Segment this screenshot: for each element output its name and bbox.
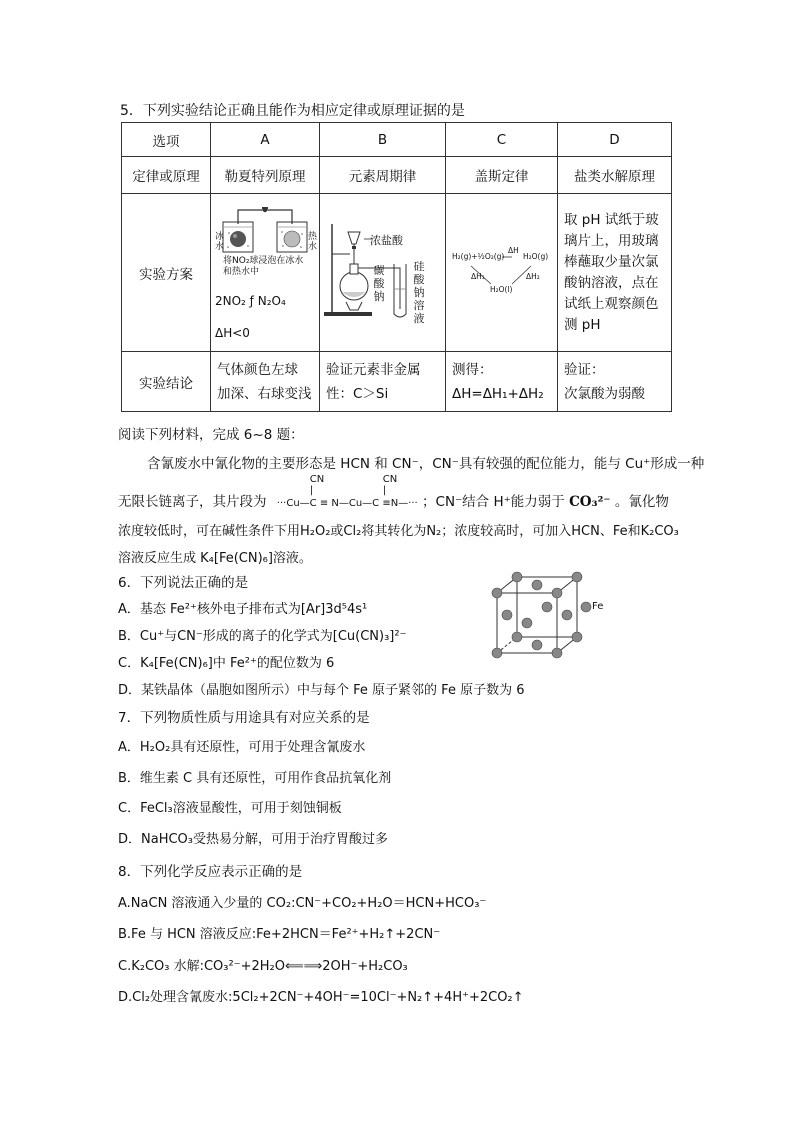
cn-label-2: CN bbox=[382, 474, 398, 485]
h2-o2-label: H₂(g)+½O₂(g) bbox=[452, 252, 505, 261]
conclusion-a-line1: 气体颜色左球 bbox=[217, 361, 298, 378]
q8-option-c: C.K₂CO₃ 水解:CO₃²⁻+2H₂O⟸⟹2OH⁻+H₂CO₃ bbox=[118, 959, 408, 974]
header-cell: D bbox=[558, 123, 672, 157]
ice-water-label: 冰水 bbox=[215, 232, 225, 252]
hcl-label: 浓盐酸 bbox=[370, 234, 403, 247]
q7-option-a: A．H₂O₂具有还原性，可用于处理含氰废水 bbox=[118, 740, 366, 755]
conclusion-a-cell bbox=[211, 352, 320, 412]
table-cell: 勒夏特列原理 bbox=[211, 157, 320, 194]
material-line-2b: ；CN⁻结合 H⁺能力弱于 bbox=[422, 494, 565, 510]
question-5-title: 5．下列实验结论正确且能作为相应定律或原理证据的是 bbox=[120, 103, 465, 119]
material-intro: 阅读下列材料，完成 6~8 题： bbox=[118, 427, 304, 443]
table-cell: 元素周期律 bbox=[320, 157, 446, 194]
row-label: 实验结论 bbox=[122, 352, 211, 412]
material-line-2c: 。氰化物 bbox=[614, 494, 669, 510]
question-8-title: 8．下列化学反应表示正确的是 bbox=[118, 864, 303, 880]
carbonate-formula: CO₃²⁻ bbox=[569, 494, 611, 510]
q6-option-a: A．基态 Fe²⁺核外电子排布式为[Ar]3d⁵4s¹ bbox=[118, 602, 368, 617]
flask-caption: 将NO₂球浸泡在冰水和热水中 bbox=[223, 256, 304, 277]
header-cell: A bbox=[211, 123, 320, 157]
dh2-label: ΔH₂ bbox=[526, 272, 540, 281]
table-cell: 盖斯定律 bbox=[446, 157, 558, 194]
q8-option-d: D.Cl₂处理含氰废水:5Cl₂+2CN⁻+4OH⁻=10Cl⁻+N₂↑+4H⁺+2CO₂↑ bbox=[118, 990, 524, 1005]
table-cell: 盐类水解原理 bbox=[558, 157, 672, 194]
conclusion-c-cell bbox=[446, 352, 558, 412]
q7-option-d: D．NaHCO₃受热易分解，可用于治疗胃酸过多 bbox=[118, 832, 388, 847]
cn-bond-1: | bbox=[309, 485, 314, 496]
conclusion-b-cell bbox=[320, 352, 446, 412]
plan-a-cell bbox=[211, 194, 320, 352]
conclusion-d-cell bbox=[558, 352, 672, 412]
q7-option-b: B．维生素 C 具有还原性，可用作食品抗氧化剂 bbox=[118, 771, 392, 786]
q8-option-b: B.Fe 与 HCN 溶液反应:Fe+2HCN＝Fe²⁺+H₂↑+2CN⁻ bbox=[118, 927, 441, 942]
equilibrium-equation: 2NO₂ ƒ N₂O₄ bbox=[215, 294, 286, 308]
conclusion-c-line2: ΔH=ΔH₁+ΔH₂ bbox=[452, 385, 544, 402]
table-row-conclusion bbox=[122, 352, 672, 412]
chain-text: ···Cu—C ≡ N—Cu—C ≡N—··· bbox=[276, 498, 418, 509]
cn-label-1: CN bbox=[309, 474, 325, 485]
conclusion-b-line2: 性：C＞Si bbox=[326, 385, 389, 402]
carbonate-label: 碳酸钠 bbox=[373, 264, 385, 303]
question-7-title: 7．下列物质性质与用途具有对应关系的是 bbox=[118, 710, 370, 726]
question-6-title: 6．下列说法正确的是 bbox=[118, 575, 249, 591]
conclusion-b-line1: 验证元素非金属 bbox=[326, 361, 421, 378]
row-label: 定律或原理 bbox=[122, 157, 211, 194]
q7-option-c: C．FeCl₃溶液显酸性，可用于刻蚀铜板 bbox=[118, 801, 342, 816]
q6-option-c: C．K₄[Fe(CN)₆]中 Fe²⁺的配位数为 6 bbox=[118, 656, 335, 671]
conclusion-d-line2: 次氯酸为弱酸 bbox=[564, 385, 645, 402]
material-line-2a: 无限长链离子，其片段为 bbox=[118, 494, 267, 510]
material-line-3: 浓度较低时，可在碱性条件下用H₂O₂或Cl₂将其转化为N₂；浓度较高时，可加入HCN、Fe和K₂CO₃ bbox=[118, 524, 679, 539]
dh1-label: ΔH₁ bbox=[471, 272, 485, 281]
material-line-4: 溶液反应生成 K₄[Fe(CN)₆]溶液。 bbox=[118, 551, 312, 566]
material-line-2 bbox=[118, 474, 669, 510]
experiment-table bbox=[121, 122, 672, 412]
material-line-1: 含氰废水中氰化物的主要形态是 HCN 和 CN⁻，CN⁻具有较强的配位能力，能与 Cu⁺形成一种 bbox=[147, 456, 705, 472]
enthalpy-label: ΔH<0 bbox=[215, 326, 250, 340]
chain-fragment bbox=[276, 474, 418, 509]
conclusion-a-line2: 加深、右球变浅 bbox=[217, 385, 312, 402]
plan-c-cell bbox=[446, 194, 558, 352]
q8-option-a: A.NaCN 溶液通入少量的 CO₂:CN⁻+CO₂+H₂O＝HCN+HCO₃⁻ bbox=[118, 896, 487, 911]
table-row-law bbox=[122, 157, 672, 194]
hot-water-label: 热水 bbox=[308, 232, 318, 252]
h2o-gas-label: H₂O(g) bbox=[523, 252, 549, 261]
table-row-plan bbox=[122, 194, 672, 352]
conclusion-c-line1: 测得： bbox=[452, 361, 493, 378]
q6-option-b: B．Cu⁺与CN⁻形成的离子的化学式为[Cu(CN)₃]²⁻ bbox=[118, 629, 407, 644]
h2o-liquid-label: H₂O(l) bbox=[490, 285, 513, 294]
plan-d-cell: 取 pH 试纸于玻璃片上，用玻璃棒蘸取少量次氯酸钠溶液，点在试纸上观察颜色测 pH bbox=[558, 194, 672, 352]
header-cell: B bbox=[320, 123, 446, 157]
row-label: 实验方案 bbox=[122, 194, 211, 352]
header-cell: 选项 bbox=[122, 123, 211, 157]
fe-unit-cell-diagram bbox=[485, 565, 605, 665]
cn-bond-2: | bbox=[382, 485, 387, 496]
conclusion-d-line1: 验证： bbox=[564, 361, 605, 378]
table-header-row bbox=[122, 123, 672, 157]
dh-top-label: ΔH bbox=[508, 246, 519, 255]
q6-option-d: D．某铁晶体（晶胞如图所示）中与每个 Fe 原子紧邻的 Fe 原子数为 6 bbox=[118, 683, 525, 698]
plan-b-cell bbox=[320, 194, 446, 352]
silicate-label: 硅酸钠溶液 bbox=[413, 260, 425, 325]
fe-legend-label: Fe bbox=[592, 601, 604, 612]
header-cell: C bbox=[446, 123, 558, 157]
